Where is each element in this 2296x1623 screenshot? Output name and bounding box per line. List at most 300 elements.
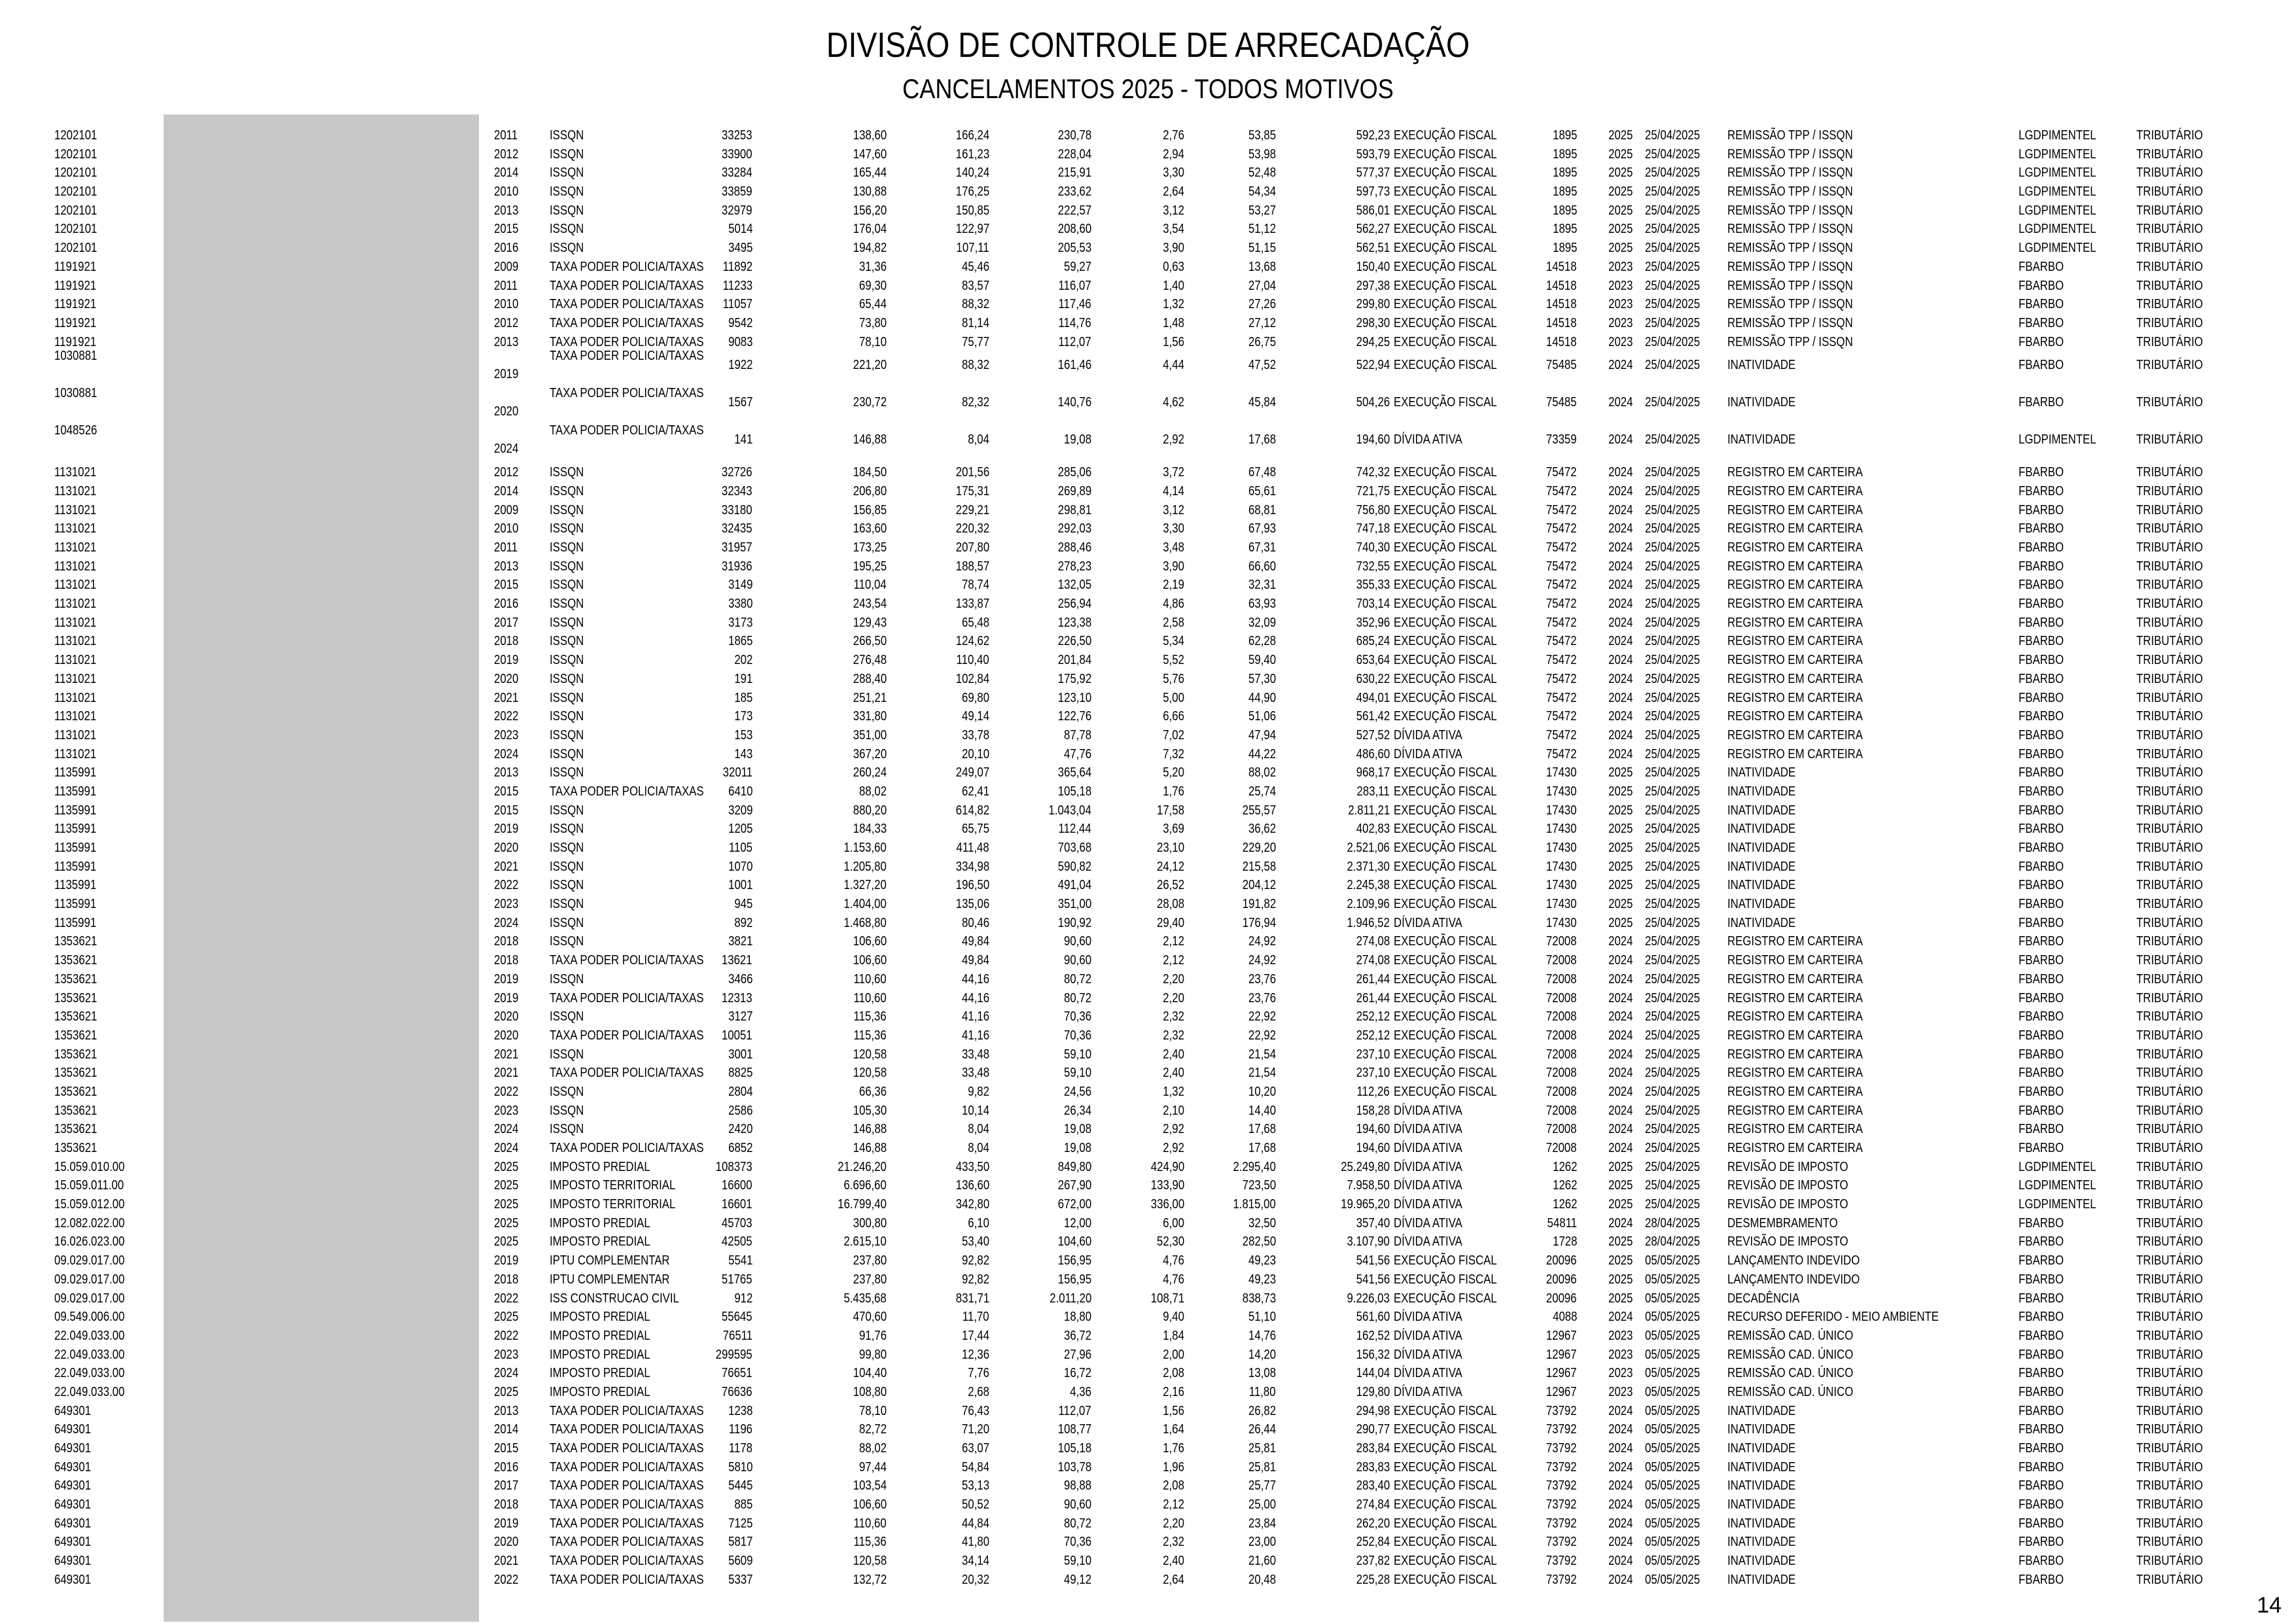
fees-value-cell: 47,94 [1248, 727, 1276, 742]
reason-cell: REVISÃO DE IMPOSTO [1727, 1234, 1848, 1249]
document-number-cell: 5609 [728, 1554, 752, 1569]
date-cell: 25/04/2025 [1645, 615, 1701, 630]
table-row [0, 519, 2296, 538]
status-cell: EXECUÇÃO FISCAL [1394, 465, 1497, 480]
process-number-cell: 20096 [1546, 1253, 1577, 1268]
process-number-cell: 14518 [1546, 315, 1577, 330]
process-number-cell: 17430 [1546, 878, 1577, 893]
tax-type-cell: ISSQN [550, 1103, 584, 1118]
total-value-cell: 162,52 [1356, 1328, 1390, 1343]
area-cell: TRIBUTÁRIO [2136, 1497, 2203, 1512]
fees-value-cell: 49,23 [1248, 1272, 1276, 1287]
document-number-cell: 16601 [722, 1197, 752, 1212]
reason-cell: RECURSO DEFERIDO - MEIO AMBIENTE [1727, 1310, 1939, 1325]
fine-value-cell: 285,06 [1057, 465, 1091, 480]
table-row [0, 351, 2296, 389]
status-cell: EXECUÇÃO FISCAL [1394, 822, 1497, 837]
status-cell: EXECUÇÃO FISCAL [1394, 709, 1497, 724]
date-cell: 25/04/2025 [1645, 690, 1701, 705]
total-value-cell: 297,38 [1356, 278, 1390, 293]
area-cell: TRIBUTÁRIO [2136, 1122, 2203, 1137]
status-cell: EXECUÇÃO FISCAL [1394, 1554, 1497, 1569]
fine-value-cell: 70,36 [1063, 1028, 1091, 1043]
inscription-cell: 09.029.017.00 [54, 1291, 125, 1306]
fees-value-cell: 17,68 [1248, 432, 1276, 447]
fees-value-cell: 25,81 [1248, 1441, 1276, 1456]
fine-value-cell: 226,50 [1057, 634, 1091, 649]
document-number-cell: 5810 [728, 1459, 752, 1475]
principal-value-cell: 146,88 [853, 432, 887, 447]
fine-value-cell: 105,18 [1057, 1441, 1091, 1456]
year-cell: 2009 [494, 259, 519, 274]
process-year-cell: 2023 [1608, 1347, 1633, 1362]
tax-type-cell: TAXA PODER POLICIA/TAXAS [550, 1572, 704, 1587]
total-value-cell: 352,96 [1356, 615, 1390, 630]
user-cell: FBARBO [2019, 315, 2064, 330]
process-number-cell: 1895 [1552, 184, 1577, 200]
year-cell: 2013 [494, 1403, 519, 1418]
process-number-cell: 72008 [1546, 990, 1577, 1005]
process-year-cell: 2024 [1608, 1047, 1633, 1062]
fees-value-cell: 838,73 [1242, 1291, 1276, 1306]
status-cell: EXECUÇÃO FISCAL [1394, 395, 1497, 410]
principal-value-cell: 108,80 [853, 1384, 887, 1399]
process-year-cell: 2024 [1608, 990, 1633, 1005]
fine-value-cell: 59,27 [1063, 259, 1091, 274]
fine-value-cell: 190,92 [1057, 915, 1091, 930]
process-year-cell: 2023 [1608, 1384, 1633, 1399]
process-number-cell: 75485 [1546, 395, 1577, 410]
date-cell: 05/05/2025 [1645, 1459, 1701, 1475]
fine-value-cell: 47,76 [1063, 746, 1091, 761]
principal-value-cell: 367,20 [853, 746, 887, 761]
year-cell: 2024 [494, 1122, 519, 1137]
date-cell: 05/05/2025 [1645, 1384, 1701, 1399]
fine-value-cell: 590,82 [1057, 859, 1091, 874]
reason-cell: REGISTRO EM CARTEIRA [1727, 727, 1863, 742]
reason-cell: INATIVIDADE [1727, 1554, 1796, 1569]
fees-value-cell: 1.815,00 [1233, 1197, 1276, 1212]
date-cell: 25/04/2025 [1645, 521, 1701, 536]
user-cell: FBARBO [2019, 971, 2064, 986]
table-row [0, 1402, 2296, 1421]
tax-type-cell: ISSQN [550, 746, 584, 761]
status-cell: DÍVIDA ATIVA [1394, 1178, 1462, 1193]
year-cell: 2022 [494, 1291, 519, 1306]
area-cell: TRIBUTÁRIO [2136, 803, 2203, 818]
reason-cell: REMISSÃO CAD. ÚNICO [1727, 1328, 1854, 1343]
process-year-cell: 2024 [1608, 1554, 1633, 1569]
reason-cell: REGISTRO EM CARTEIRA [1727, 653, 1863, 668]
reason-cell: REGISTRO EM CARTEIRA [1727, 540, 1863, 555]
fees-value-cell: 59,40 [1248, 653, 1276, 668]
principal-value-cell: 66,36 [858, 1084, 887, 1099]
table-row [0, 1476, 2296, 1495]
tax-type-cell: ISSQN [550, 521, 584, 536]
inscription-cell: 1131021 [54, 690, 97, 705]
date-cell: 25/04/2025 [1645, 841, 1701, 855]
interest-value-cell: 6,10 [968, 1215, 989, 1230]
table-row [0, 258, 2296, 277]
document-number-cell: 3821 [728, 934, 752, 949]
date-cell: 25/04/2025 [1645, 578, 1701, 593]
inscription-cell: 1353621 [54, 1009, 97, 1024]
area-cell: TRIBUTÁRIO [2136, 615, 2203, 630]
fine-value-cell: 1.043,04 [1048, 803, 1091, 818]
document-number-cell: 13621 [722, 953, 752, 968]
total-value-cell: 194,60 [1356, 432, 1390, 447]
user-cell: FBARBO [2019, 1103, 2064, 1118]
year-cell: 2025 [494, 1178, 519, 1193]
year-cell: 2019 [494, 367, 519, 382]
total-value-cell: 262,20 [1356, 1516, 1390, 1531]
fees-value-cell: 14,76 [1248, 1328, 1276, 1343]
correction-value-cell: 2,40 [1163, 1047, 1184, 1062]
area-cell: TRIBUTÁRIO [2136, 1141, 2203, 1155]
inscription-cell: 1135991 [54, 803, 97, 818]
total-value-cell: 274,08 [1356, 953, 1390, 968]
year-cell: 2011 [494, 540, 518, 555]
table-row [0, 576, 2296, 595]
fine-value-cell: 230,78 [1057, 128, 1091, 143]
area-cell: TRIBUTÁRIO [2136, 1066, 2203, 1081]
interest-value-cell: 33,48 [961, 1066, 989, 1081]
process-year-cell: 2025 [1608, 203, 1633, 218]
inscription-cell: 649301 [54, 1554, 92, 1569]
correction-value-cell: 28,08 [1156, 897, 1184, 912]
process-number-cell: 75472 [1546, 634, 1577, 649]
principal-value-cell: 184,50 [853, 465, 887, 480]
inscription-cell: 1135991 [54, 878, 97, 893]
total-value-cell: 577,37 [1356, 166, 1390, 181]
principal-value-cell: 110,60 [853, 1516, 887, 1531]
status-cell: EXECUÇÃO FISCAL [1394, 671, 1497, 686]
area-cell: TRIBUTÁRIO [2136, 1403, 2203, 1418]
total-value-cell: 25.249,80 [1341, 1159, 1390, 1174]
correction-value-cell: 7,02 [1163, 727, 1184, 742]
date-cell: 25/04/2025 [1645, 822, 1701, 837]
principal-value-cell: 146,88 [853, 1122, 887, 1137]
correction-value-cell: 2,64 [1163, 1572, 1184, 1587]
date-cell: 28/04/2025 [1645, 1234, 1701, 1249]
document-number-cell: 3149 [728, 578, 752, 593]
total-value-cell: 355,33 [1356, 578, 1390, 593]
fees-value-cell: 11,80 [1249, 1384, 1276, 1399]
user-cell: FBARBO [2019, 502, 2064, 517]
user-cell: FBARBO [2019, 803, 2064, 818]
year-cell: 2019 [494, 971, 519, 986]
table-row [0, 1120, 2296, 1139]
total-value-cell: 494,01 [1356, 690, 1390, 705]
year-cell: 2016 [494, 241, 519, 256]
user-cell: LGDPIMENTEL [2019, 222, 2096, 237]
year-cell: 2020 [494, 1028, 519, 1043]
principal-value-cell: 176,04 [853, 222, 887, 237]
interest-value-cell: 17,44 [961, 1328, 989, 1343]
tax-type-cell: ISSQN [550, 765, 584, 780]
user-cell: FBARBO [2019, 709, 2064, 724]
tax-type-cell: ISSQN [550, 803, 584, 818]
year-cell: 2010 [494, 521, 519, 536]
date-cell: 05/05/2025 [1645, 1291, 1701, 1306]
correction-value-cell: 3,90 [1163, 559, 1184, 574]
principal-value-cell: 351,00 [853, 727, 887, 742]
fees-value-cell: 13,08 [1248, 1366, 1276, 1381]
area-cell: TRIBUTÁRIO [2136, 934, 2203, 949]
correction-value-cell: 3,12 [1163, 502, 1184, 517]
process-year-cell: 2024 [1608, 521, 1633, 536]
tax-type-cell: TAXA PODER POLICIA/TAXAS [550, 1554, 704, 1569]
date-cell: 25/04/2025 [1645, 502, 1701, 517]
table-row [0, 1045, 2296, 1064]
principal-value-cell: 251,21 [853, 690, 887, 705]
fees-value-cell: 25,81 [1248, 1459, 1276, 1475]
date-cell: 25/04/2025 [1645, 259, 1701, 274]
principal-value-cell: 115,36 [853, 1535, 887, 1550]
user-cell: FBARBO [2019, 1535, 2064, 1550]
correction-value-cell: 2,10 [1163, 1103, 1184, 1118]
status-cell: EXECUÇÃO FISCAL [1394, 483, 1497, 498]
year-cell: 2012 [494, 147, 519, 162]
user-cell: FBARBO [2019, 395, 2064, 410]
inscription-cell: 1135991 [54, 784, 97, 799]
document-number-cell: 9083 [728, 334, 752, 349]
process-year-cell: 2024 [1608, 1422, 1633, 1437]
interest-value-cell: 10,14 [961, 1103, 989, 1118]
fees-value-cell: 53,85 [1248, 128, 1276, 143]
date-cell: 25/04/2025 [1645, 1066, 1701, 1081]
table-row [0, 726, 2296, 745]
process-year-cell: 2024 [1608, 1516, 1633, 1531]
process-year-cell: 2024 [1608, 1310, 1633, 1325]
process-number-cell: 75472 [1546, 559, 1577, 574]
document-number-cell: 143 [733, 746, 752, 761]
correction-value-cell: 1,40 [1163, 278, 1184, 293]
fine-value-cell: 351,00 [1057, 897, 1091, 912]
fees-value-cell: 44,22 [1248, 746, 1276, 761]
reason-cell: REMISSÃO TPP / ISSQN [1727, 128, 1853, 143]
total-value-cell: 2.811,21 [1347, 803, 1390, 818]
correction-value-cell: 2,12 [1163, 934, 1184, 949]
year-cell: 2025 [494, 1197, 519, 1212]
correction-value-cell: 5,76 [1163, 671, 1184, 686]
reason-cell: LANÇAMENTO INDEVIDO [1727, 1272, 1860, 1287]
process-year-cell: 2025 [1608, 1272, 1633, 1287]
correction-value-cell: 3,12 [1163, 203, 1184, 218]
date-cell: 25/04/2025 [1645, 934, 1701, 949]
fine-value-cell: 491,04 [1057, 878, 1091, 893]
inscription-cell: 1353621 [54, 990, 97, 1005]
year-cell: 2022 [494, 709, 519, 724]
reason-cell: INATIVIDADE [1727, 822, 1796, 837]
table-row [0, 1176, 2296, 1195]
user-cell: LGDPIMENTEL [2019, 147, 2096, 162]
document-number-cell: 299595 [715, 1347, 752, 1362]
tax-type-cell: TAXA PODER POLICIA/TAXAS [550, 349, 704, 364]
process-year-cell: 2025 [1608, 184, 1633, 200]
tax-type-cell: TAXA PODER POLICIA/TAXAS [550, 784, 704, 799]
area-cell: TRIBUTÁRIO [2136, 278, 2203, 293]
area-cell: TRIBUTÁRIO [2136, 1554, 2203, 1569]
year-cell: 2016 [494, 597, 519, 612]
date-cell: 25/04/2025 [1645, 765, 1701, 780]
tax-type-cell: ISSQN [550, 502, 584, 517]
correction-value-cell: 2,32 [1163, 1009, 1184, 1024]
reason-cell: REVISÃO DE IMPOSTO [1727, 1159, 1848, 1174]
fine-value-cell: 849,80 [1057, 1159, 1091, 1174]
status-cell: DÍVIDA ATIVA [1394, 1103, 1462, 1118]
total-value-cell: 742,32 [1356, 465, 1390, 480]
total-value-cell: 593,79 [1356, 147, 1390, 162]
inscription-cell: 1131021 [54, 483, 97, 498]
correction-value-cell: 2,20 [1163, 1516, 1184, 1531]
document-number-cell: 5817 [728, 1535, 752, 1550]
inscription-cell: 09.029.017.00 [54, 1272, 125, 1287]
area-cell: TRIBUTÁRIO [2136, 559, 2203, 574]
principal-value-cell: 69,30 [858, 278, 887, 293]
status-cell: EXECUÇÃO FISCAL [1394, 1272, 1497, 1287]
document-number-cell: 9542 [728, 315, 752, 330]
area-cell: TRIBUTÁRIO [2136, 746, 2203, 761]
status-cell: EXECUÇÃO FISCAL [1394, 765, 1497, 780]
reason-cell: REGISTRO EM CARTEIRA [1727, 1103, 1863, 1118]
document-number-cell: 1001 [728, 878, 752, 893]
inscription-cell: 1131021 [54, 671, 97, 686]
correction-value-cell: 2,32 [1163, 1028, 1184, 1043]
total-value-cell: 541,56 [1356, 1253, 1390, 1268]
process-year-cell: 2025 [1608, 128, 1633, 143]
area-cell: TRIBUTÁRIO [2136, 222, 2203, 237]
user-cell: FBARBO [2019, 1572, 2064, 1587]
fees-value-cell: 51,15 [1248, 241, 1276, 256]
tax-type-cell: ISSQN [550, 934, 584, 949]
interest-value-cell: 8,04 [968, 1122, 989, 1137]
reason-cell: REGISTRO EM CARTEIRA [1727, 1122, 1863, 1137]
date-cell: 25/04/2025 [1645, 1028, 1701, 1043]
user-cell: FBARBO [2019, 897, 2064, 912]
process-year-cell: 2023 [1608, 334, 1633, 349]
fees-value-cell: 24,92 [1248, 953, 1276, 968]
table-row [0, 501, 2296, 520]
tax-type-cell: ISSQN [550, 709, 584, 724]
principal-value-cell: 1.205,80 [843, 859, 887, 874]
process-number-cell: 17430 [1546, 897, 1577, 912]
user-cell: FBARBO [2019, 1215, 2064, 1230]
status-cell: EXECUÇÃO FISCAL [1394, 241, 1497, 256]
table-row [0, 1251, 2296, 1270]
inscription-cell: 15.059.012.00 [54, 1197, 125, 1212]
tax-type-cell: IMPOSTO PREDIAL [550, 1328, 650, 1343]
user-cell: FBARBO [2019, 859, 2064, 874]
tax-type-cell: ISSQN [550, 822, 584, 837]
principal-value-cell: 110,04 [853, 578, 887, 593]
year-cell: 2020 [494, 841, 519, 855]
fees-value-cell: 723,50 [1242, 1178, 1276, 1193]
user-cell: FBARBO [2019, 578, 2064, 593]
principal-value-cell: 78,10 [858, 1403, 887, 1418]
process-number-cell: 73792 [1546, 1535, 1577, 1550]
user-cell: FBARBO [2019, 297, 2064, 312]
principal-value-cell: 110,60 [853, 971, 887, 986]
correction-value-cell: 1,32 [1163, 1084, 1184, 1099]
year-cell: 2018 [494, 1272, 519, 1287]
tax-type-cell: ISSQN [550, 859, 584, 874]
total-value-cell: 2.109,96 [1347, 897, 1390, 912]
document-number-cell: 45703 [722, 1215, 752, 1230]
reason-cell: INATIVIDADE [1727, 1516, 1796, 1531]
total-value-cell: 252,84 [1356, 1535, 1390, 1550]
status-cell: EXECUÇÃO FISCAL [1394, 897, 1497, 912]
document-number-cell: 33859 [722, 184, 752, 200]
user-cell: FBARBO [2019, 1366, 2064, 1381]
total-value-cell: 158,28 [1356, 1103, 1390, 1118]
principal-value-cell: 300,80 [853, 1215, 887, 1230]
table-row [0, 1139, 2296, 1158]
correction-value-cell: 1,56 [1163, 1403, 1184, 1418]
document-number-cell: 3173 [728, 615, 752, 630]
fees-value-cell: 27,04 [1248, 278, 1276, 293]
fine-value-cell: 123,38 [1057, 615, 1091, 630]
user-cell: FBARBO [2019, 1291, 2064, 1306]
table-row [0, 1383, 2296, 1402]
status-cell: EXECUÇÃO FISCAL [1394, 690, 1497, 705]
inscription-cell: 1202101 [54, 166, 97, 181]
principal-value-cell: 266,50 [853, 634, 887, 649]
status-cell: DÍVIDA ATIVA [1394, 1197, 1462, 1212]
principal-value-cell: 132,72 [853, 1572, 887, 1587]
interest-value-cell: 88,32 [961, 358, 989, 373]
correction-value-cell: 1,84 [1163, 1328, 1184, 1343]
total-value-cell: 562,27 [1356, 222, 1390, 237]
process-number-cell: 1895 [1552, 203, 1577, 218]
interest-value-cell: 122,97 [955, 222, 989, 237]
table-row [0, 423, 2296, 463]
fees-value-cell: 14,20 [1248, 1347, 1276, 1362]
fine-value-cell: 116,07 [1058, 278, 1091, 293]
year-cell: 2021 [494, 859, 519, 874]
date-cell: 25/04/2025 [1645, 971, 1701, 986]
area-cell: TRIBUTÁRIO [2136, 1009, 2203, 1024]
total-value-cell: 586,01 [1356, 203, 1390, 218]
total-value-cell: 194,60 [1356, 1122, 1390, 1137]
principal-value-cell: 130,88 [853, 184, 887, 200]
user-cell: FBARBO [2019, 597, 2064, 612]
year-cell: 2012 [494, 465, 519, 480]
fine-value-cell: 161,46 [1057, 358, 1091, 373]
table-row [0, 463, 2296, 482]
document-number-cell: 141 [733, 432, 752, 447]
reason-cell: REMISSÃO CAD. ÚNICO [1727, 1366, 1854, 1381]
tax-type-cell: TAXA PODER POLICIA/TAXAS [550, 1535, 704, 1550]
interest-value-cell: 82,32 [961, 395, 989, 410]
process-number-cell: 20096 [1546, 1272, 1577, 1287]
fine-value-cell: 80,72 [1063, 971, 1091, 986]
process-year-cell: 2023 [1608, 278, 1633, 293]
reason-cell: REGISTRO EM CARTEIRA [1727, 615, 1863, 630]
interest-value-cell: 54,84 [961, 1459, 989, 1475]
interest-value-cell: 8,04 [968, 432, 989, 447]
reason-cell: REGISTRO EM CARTEIRA [1727, 465, 1863, 480]
date-cell: 05/05/2025 [1645, 1310, 1701, 1325]
year-cell: 2019 [494, 990, 519, 1005]
fine-value-cell: 12,00 [1063, 1215, 1091, 1230]
process-year-cell: 2024 [1608, 1535, 1633, 1550]
table-row [0, 1158, 2296, 1177]
tax-type-cell: IPTU COMPLEMENTAR [550, 1272, 670, 1287]
fine-value-cell: 156,95 [1057, 1272, 1091, 1287]
interest-value-cell: 188,57 [955, 559, 989, 574]
process-number-cell: 72008 [1546, 1122, 1577, 1137]
